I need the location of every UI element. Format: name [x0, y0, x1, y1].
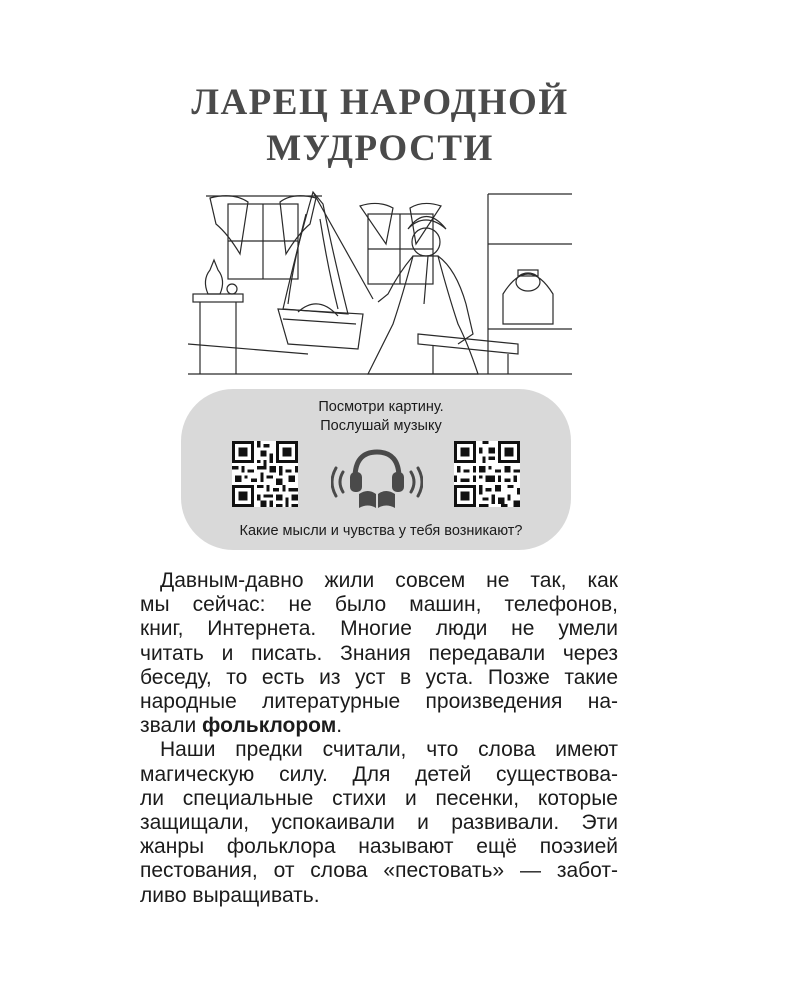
paragraph-2-line: защищали, успокаивали и развивали. Эти	[140, 811, 618, 835]
text-segment: .	[336, 714, 343, 738]
qr-code-icon[interactable]	[232, 441, 298, 507]
paragraph-2-line: пестования, от слова «пестовать» — забот-	[140, 859, 618, 883]
paragraph-1-line: мы сейчас: не было машин, телефонов,	[140, 593, 618, 617]
paragraph-1-line: беседу, то есть из уст в уста. Позже такие	[140, 665, 618, 689]
paragraph-1-last-line	[140, 714, 618, 738]
paragraph-1-line: Давным-давно жили совсем не так, как	[160, 569, 618, 592]
title-line-2: МУДРОСТИ	[266, 128, 494, 169]
page-title	[0, 80, 760, 172]
paragraph-2-last-line: ливо выращивать.	[140, 883, 320, 907]
paragraph-2-line: магическую силу. Для детей существова-	[140, 762, 618, 786]
paragraph-1-line: читать и писать. Знания передавали через	[140, 641, 618, 665]
qr-code-icon[interactable]	[454, 441, 520, 507]
paragraph-2-line: ли специальные стихи и песенки, которые	[140, 786, 618, 810]
paragraph-1-line: народные литературные произведения на-	[140, 690, 618, 714]
text-segment: звали	[140, 714, 203, 738]
media-caption	[0, 398, 762, 436]
paragraph-2-line: жанры фольклора называют ещё поэзией	[140, 835, 618, 859]
media-caption-line-1: Посмотри картину.	[318, 399, 444, 415]
paragraph-2-line: Наши предки считали, что слова имеют	[160, 738, 618, 762]
media-question: Какие мысли и чувства у тебя возникают?	[239, 523, 523, 539]
media-caption-line-2: Послушай музыку	[320, 418, 442, 434]
bold-term-folklore: фольклором	[202, 714, 337, 738]
paragraph-1-line: книг, Интернета. Многие люди не умели	[140, 617, 618, 641]
body-text	[140, 569, 618, 908]
title-line-1: ЛАРЕЦ НАРОДНОЙ	[191, 82, 569, 123]
headphones-book-icon	[331, 442, 423, 512]
illustration-woman-rocking-cradle	[188, 184, 572, 380]
